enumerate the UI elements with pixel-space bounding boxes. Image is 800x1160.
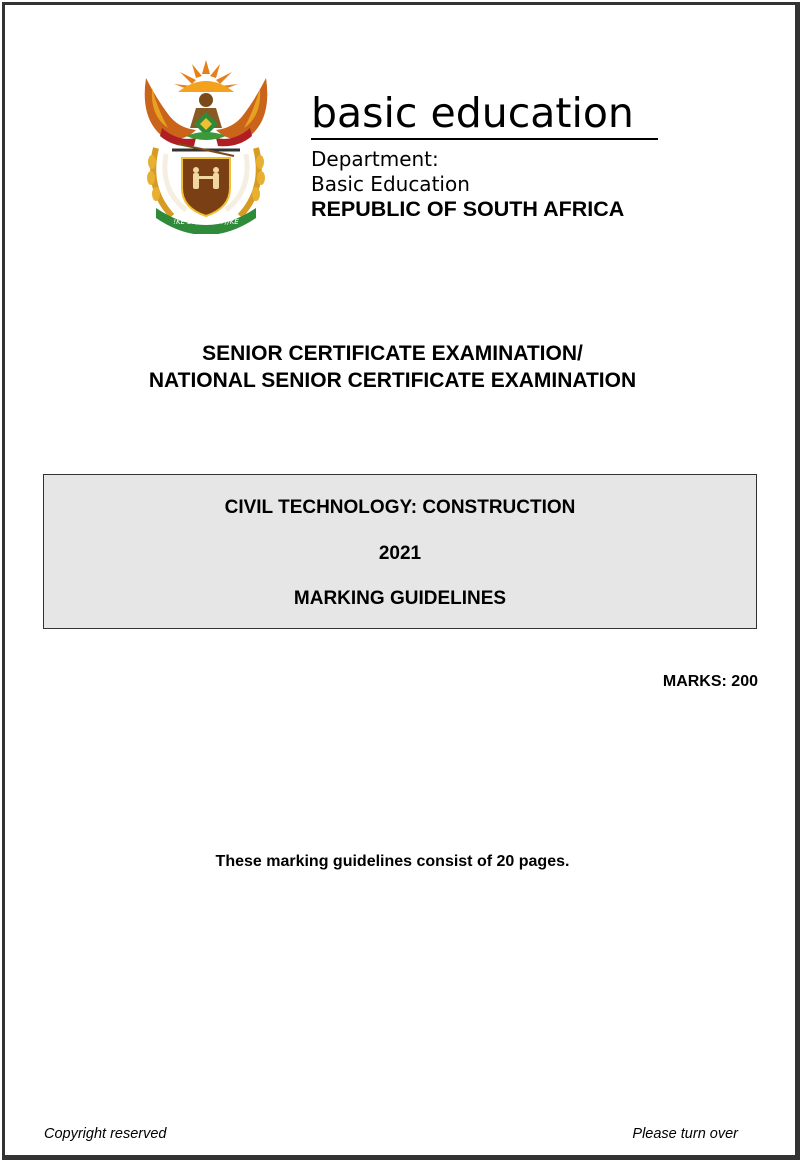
crest-motto: !KE E: /XARRA //KE [173,218,239,226]
department-label: Department: [311,147,439,171]
marks-label: MARKS: 200 [662,673,758,690]
document-type: MARKING GUIDELINES [293,588,507,609]
subject-box [43,474,757,629]
country-name: REPUBLIC OF SOUTH AFRICA [311,197,625,221]
exam-title-line1: SENIOR CERTIFICATE EXAMINATION/ [202,342,583,365]
brand-divider [311,138,658,140]
footer-turn-over: Please turn over [632,1126,738,1142]
coat-of-arms-logo [138,58,274,234]
page-count-note: These marking guidelines consist of 20 pages. [215,853,570,870]
subject-title: CIVIL TECHNOLOGY: CONSTRUCTION [224,497,576,518]
brand-title: basic education [311,89,634,137]
department-name: Basic Education [311,172,470,196]
exam-year: 2021 [378,543,422,564]
exam-title-line2: NATIONAL SENIOR CERTIFICATE EXAMINATION [148,369,637,392]
footer-copyright: Copyright reserved [44,1126,167,1142]
